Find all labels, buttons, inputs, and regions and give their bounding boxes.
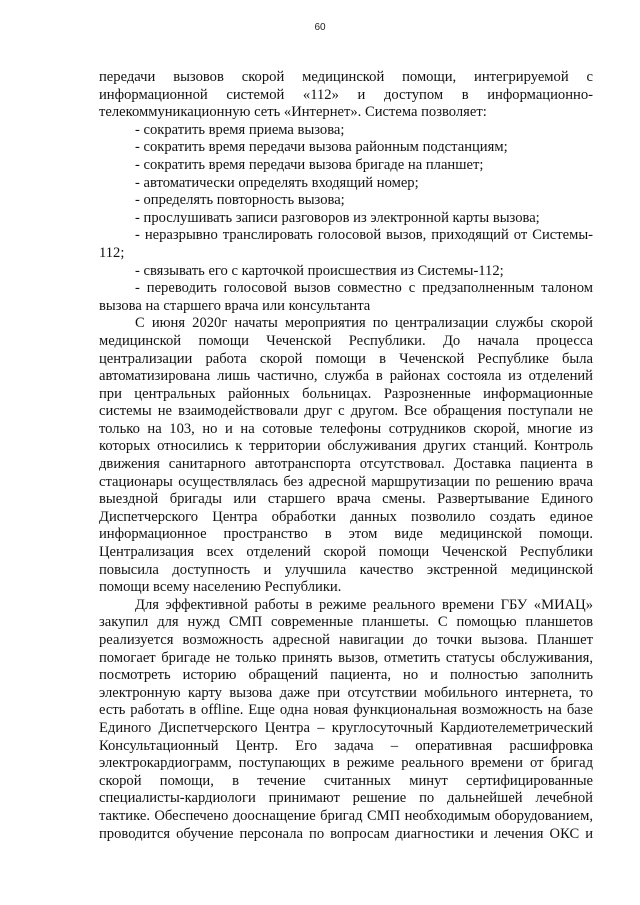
text-line: Консультационный Центр. Его задача – оперативная расшифровка: [99, 737, 593, 754]
text-line: С июня 2020г начаты мероприятия по централизации службы скорой: [135, 315, 593, 332]
text-line: системы не взаимодействовали друг с другом. Все обращения поступали не: [99, 403, 593, 420]
text-line: - автоматически определять входящий номер;: [135, 174, 419, 191]
text-line: только на 103, но и на сотовые телефоны сотрудников скорой, многие из: [99, 420, 593, 437]
text-line: выездной бригады или старшего врача смены. Развертывание Единого: [99, 491, 593, 508]
text-line: которых относились к территории обслуживания других станций. Контроль: [99, 438, 593, 455]
text-line: Единого Диспетчерского Центра – круглосуточный Кардиотелеметрический: [99, 719, 593, 736]
text-line: автоматизирована лишь частично, служба в районах состояла из отделений: [99, 368, 593, 385]
text-line: помощи всему населению Республики.: [99, 579, 342, 596]
text-line: - неразрывно транслировать голосовой вызов, приходящий от Системы-: [135, 227, 593, 244]
text-line: реализуется возможность адресной навигации до точки вызова. Планшет: [99, 632, 593, 648]
text-line: - сократить время передачи вызова районным подстанциям;: [135, 139, 508, 156]
text-line: информационной системой «112» и доступом в информационно-: [99, 86, 593, 103]
text-line: медицинской помощи Чеченской Республики. До начала процесса: [99, 332, 593, 349]
text-line: скорой помощи, в течение считанных минут сертифицированные: [99, 772, 593, 789]
text-line: вызова на старшего врача или консультанта: [99, 297, 371, 314]
text-line: Централизация всех отделений скорой помощи Чеченской Республики: [99, 544, 593, 561]
text-line: - сократить время передачи вызова бригаде на планшет;: [135, 156, 484, 173]
text-line: информационное пространство в этом виде медицинской помощи.: [99, 526, 593, 543]
text-line: движения санитарного автотранспорта отсутствовал. Доставка пациента в: [99, 456, 593, 473]
text-line: 112;: [99, 244, 125, 261]
page-number: 60: [314, 22, 326, 33]
text-line: телекоммуникационную сеть «Интернет». Система позволяет:: [99, 104, 487, 121]
text-line: электрокардиограмм, поступающих в режиме реального времени от бригад: [99, 755, 593, 772]
text-line: проводится обучение персонала по вопросам диагностики и лечения ОКС и: [99, 825, 593, 842]
text-line: тактике. Обеспечено дооснащение бригад СМП необходимым оборудованием,: [99, 807, 593, 824]
text-line: - сократить время приема вызова;: [135, 121, 345, 138]
text-line: помогает бригаде не только принять вызов, отметить статусы обслуживания,: [99, 649, 593, 666]
text-line: специалисты-кардиологи принимают решение по дальнейшей лечебной: [99, 790, 593, 807]
text-line: - переводить голосовой вызов совместно с предзаполненным талоном: [135, 280, 593, 297]
text-line: - прослушивать записи разговоров из электронной карты вызова;: [135, 209, 540, 226]
text-line: централизации работа скорой помощи в Чеченской Республике была: [99, 350, 593, 367]
text-line: есть работать в offline. Еще одна новая функциональная возможность на базе: [99, 702, 593, 719]
text-line: Диспетчерского Центра обработки данных позволило создать единое: [99, 508, 593, 525]
text-line: закупил для нужд СМП современные планшеты. С помощью планшетов: [99, 614, 593, 631]
body-text: [99, 69, 593, 843]
text-line: посмотреть историю обращений пациента, но и полностью заполнить: [99, 667, 593, 684]
text-line: передачи вызовов скорой медицинской помощи, интегрируемой с: [99, 69, 593, 85]
text-line: стационары осуществлялась без адресной маршрутизации по решению врача: [99, 473, 593, 490]
text-line: повысила доступность и улучшила качество экстренной медицинской: [99, 561, 593, 578]
text-line: Для эффективной работы в режиме реального времени ГБУ «МИАЦ»: [135, 596, 593, 613]
text-line: - связывать его с карточкой происшествия из Системы-112;: [135, 262, 504, 279]
text-line: при центральных районных больницах. Разрозненные информационные: [99, 385, 593, 402]
text-line: - определять повторность вызова;: [135, 192, 345, 209]
text-line: электронную карту вызова даже при отсутствии мобильного интернета, то: [99, 684, 593, 701]
